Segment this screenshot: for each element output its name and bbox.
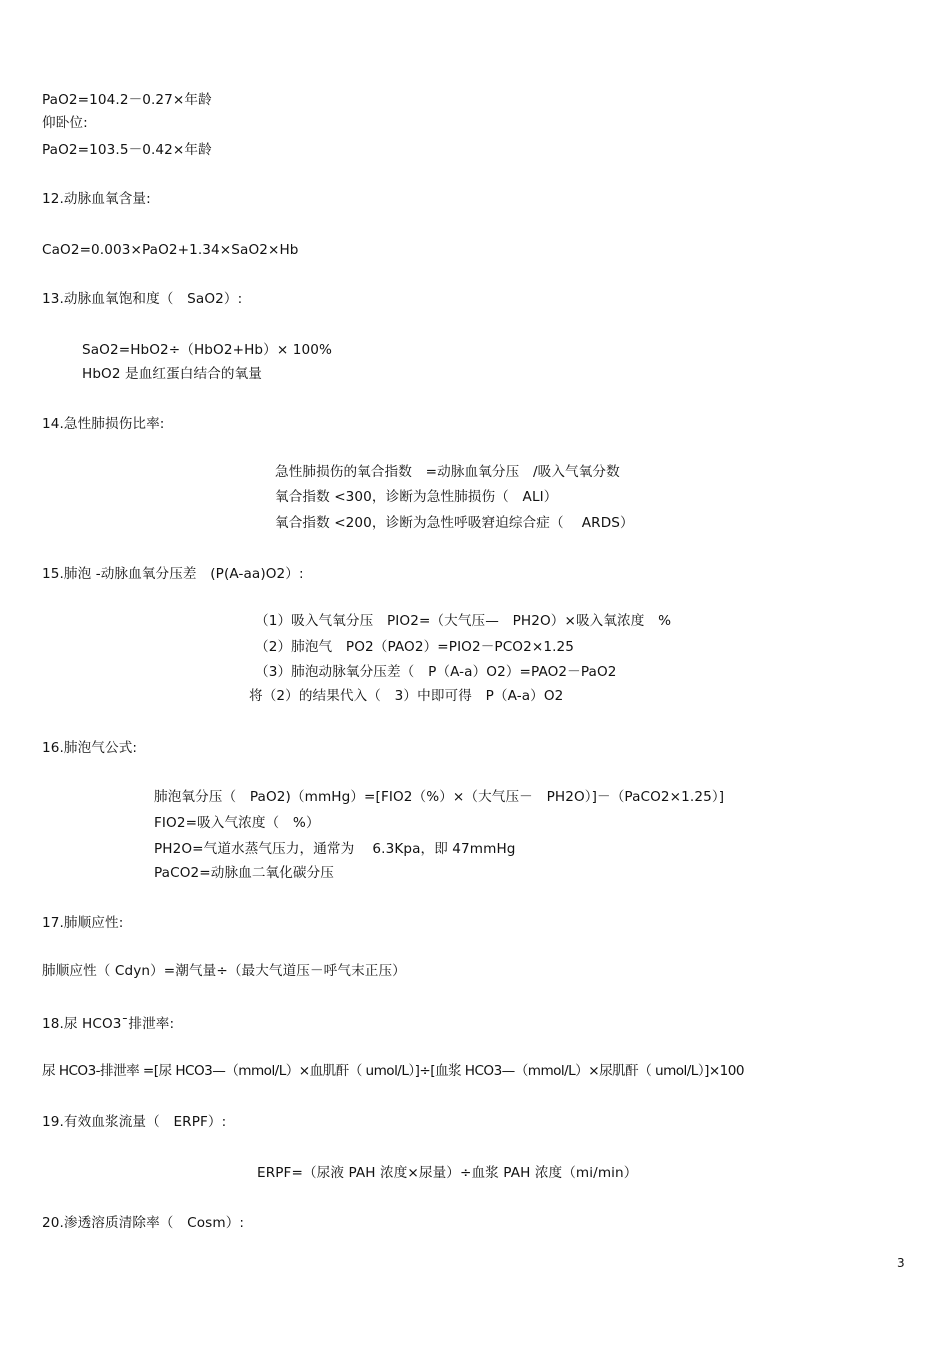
section-heading: 12.动脉血氧含量:	[42, 191, 151, 207]
formula-line: ERPF=（尿液 PAH 浓度×尿量）÷血浆 PAH 浓度（mi/min）	[257, 1165, 638, 1181]
text-line: 氧合指数 <300，诊断为急性肺损伤（ ALI）	[275, 489, 558, 505]
formula-line: 肺顺应性（ Cdyn）=潮气量÷（最大气道压－呼气末正压）	[42, 963, 406, 979]
section-heading: 19.有效血浆流量（ ERPF）:	[42, 1114, 227, 1130]
formula-line: （1）吸入气氧分压 PIO2=（大气压— PH2O）×吸入氧浓度 %	[255, 613, 672, 629]
text-line: PH2O=气道水蒸气压力，通常为 6.3Kpa，即 47mmHg	[154, 841, 516, 857]
formula-line: （3）肺泡动脉氧分压差（ P（A-a）O2）=PAO2－PaO2	[255, 664, 617, 680]
section-heading: 13.动脉血氧饱和度（ SaO2）:	[42, 291, 243, 307]
section-heading: 20.渗透溶质清除率（ Cosm）:	[42, 1215, 245, 1231]
formula-line: PaO2=104.2－0.27×年龄	[42, 92, 212, 108]
formula-line: 尿 HCO3-排泄率 =[尿 HCO3—（mmol/L）×血肌酐（ umol/L）]÷[血浆 HCO3—（mmol/L）×尿肌酐（ umol/L）]×100	[42, 1063, 744, 1079]
section-heading: 16.肺泡气公式:	[42, 740, 138, 756]
section-heading: 18.尿 HCO3¯排泄率:	[42, 1016, 175, 1032]
formula-line: （2）肺泡气 PO2（PAO2）=PIO2－PCO2×1.25	[255, 639, 575, 655]
section-heading: 17.肺顺应性:	[42, 915, 124, 931]
text-line: 仰卧位:	[42, 115, 88, 131]
text-line: 氧合指数 <200，诊断为急性呼吸窘迫综合症（ ARDS）	[275, 515, 634, 531]
text-line: HbO2 是血红蛋白结合的氧量	[82, 366, 262, 382]
formula-line: 急性肺损伤的氧合指数 =动脉血氧分压 /吸入气氧分数	[275, 464, 620, 480]
section-heading: 14.急性肺损伤比率:	[42, 416, 165, 432]
formula-line: SaO2=HbO2÷（HbO2+Hb）× 100%	[82, 342, 332, 358]
formula-line: PaO2=103.5－0.42×年龄	[42, 142, 212, 158]
text-line: PaCO2=动脉血二氧化碳分压	[154, 865, 334, 881]
formula-line: 肺泡氧分压（ PaO2)（mmHg）=[FIO2（%）×（大气压－ PH2O）]－（PaCO2×1.25）]	[154, 789, 725, 805]
page-number: 3	[897, 1256, 905, 1270]
text-line: FIO2=吸入气浓度（ %）	[154, 815, 320, 831]
section-heading: 15.肺泡 -动脉血氧分压差 (P(A-aa)O2）:	[42, 566, 304, 582]
text-line: 将（2）的结果代入（ 3）中即可得 P（A-a）O2	[249, 688, 564, 704]
formula-line: CaO2=0.003×PaO2+1.34×SaO2×Hb	[42, 242, 299, 258]
